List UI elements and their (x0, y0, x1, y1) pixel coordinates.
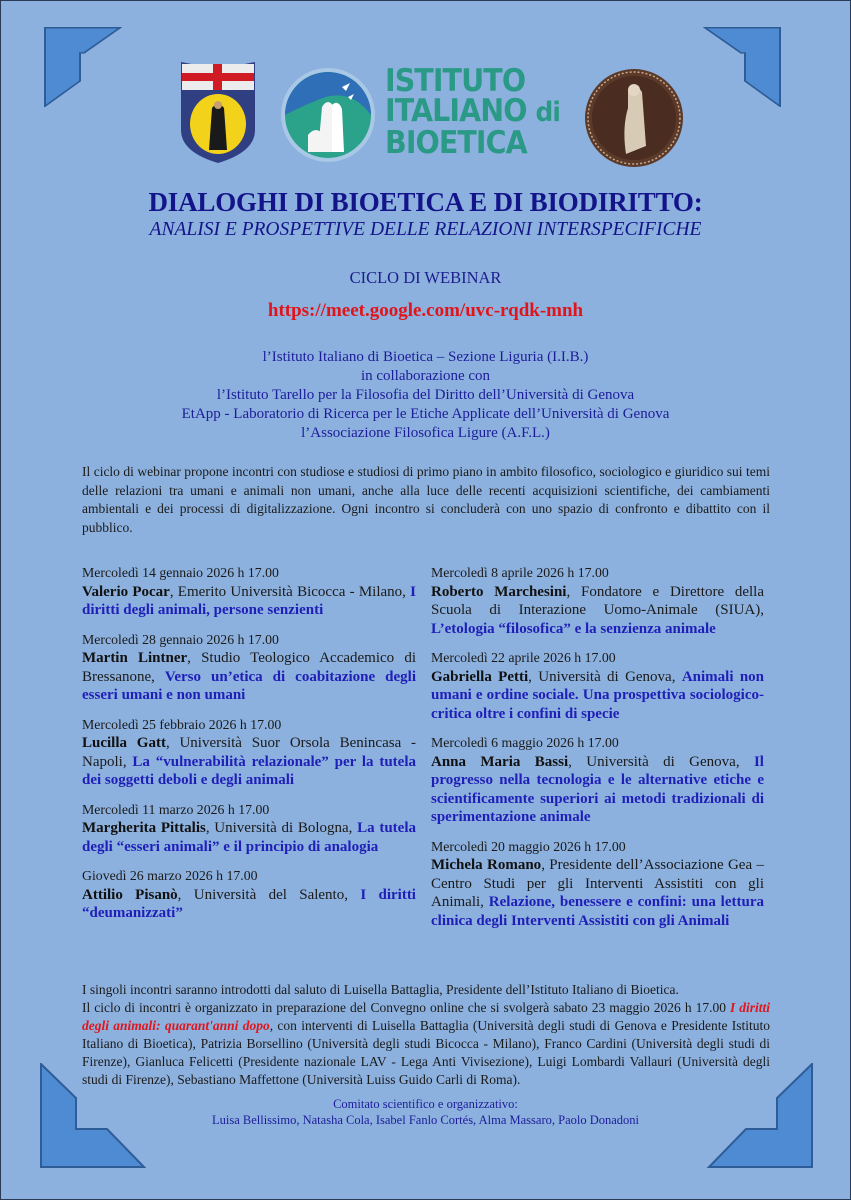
event-topic: Verso un’etica di coabitazione degli esseri umani e non umani (82, 668, 416, 703)
event-topic: Animali non umani e ordine sociale. Una prospettiva sociologico-critica oltre i confini di specie (431, 668, 765, 722)
committee-members: Luisa Bellissimo, Natasha Cola, Isabel Fanlo Cortés, Alma Massaro, Paolo Donadoni (211, 1113, 640, 1127)
event-speaker: Roberto Marchesini (431, 583, 567, 600)
event-affiliation: , Università di Bologna, (205, 820, 358, 836)
iib-emblem-icon (280, 67, 376, 168)
meeting-link[interactable]: https://meet.google.com/uvc-rqdk-mnh (267, 300, 584, 321)
event-date: Mercoledì 8 aprile 2026 h 17.00 (431, 565, 609, 580)
event-speaker: Gabriella Petti (431, 668, 529, 685)
iib-wordmark-di: di (535, 97, 561, 128)
page-title: DIALOGHI DI BIOETICA E DI BIODIRITTO: (148, 187, 703, 217)
event-affiliation: , Università del Salento, (177, 886, 361, 903)
afl-medallion-icon (584, 68, 684, 173)
event-speaker: Attilio Pisanò (82, 886, 178, 903)
event-affiliation: , Fondatore e Direttore della Scuola di Interazione Uomo-Animale (SIUA), (431, 583, 765, 618)
event-speaker: Margherita Pittalis (82, 820, 206, 836)
event-item (82, 867, 416, 923)
event-date: Mercoledì 6 maggio 2026 h 17.00 (431, 735, 619, 750)
event-topic: La tutela degli “esseri animali” e il principio di analogia (82, 820, 417, 855)
convegno-intro: Il ciclo di incontri è organizzato in preparazione del Convegno online che si svolgerà sabato 23 maggio 2026 h 17.00 (82, 1000, 730, 1015)
event-date: Mercoledì 28 gennaio 2026 h 17.00 (82, 631, 279, 647)
event-topic: La “vulnerabilità relazionale” per la tutela dei soggetti deboli e degli animali (82, 753, 416, 788)
genova-coat-of-arms-icon (179, 60, 257, 169)
event-item (82, 564, 416, 620)
event-item (82, 716, 416, 790)
page-subtitle: ANALISI E PROSPETTIVE DELLE RELAZIONI INTERSPECIFICHE (149, 219, 702, 240)
event-speaker: Valerio Pocar (82, 583, 170, 600)
organizer-line: l’Istituto Tarello per la Filosofia del Diritto dell’Università di Genova (216, 387, 635, 403)
event-affiliation: , Studio Teologico Accademico di Bressanone, (82, 650, 416, 685)
organizer-line: in collaborazione con (360, 368, 491, 384)
event-item (431, 734, 764, 827)
organizer-line: l’Istituto Italiano di Bioetica – Sezione Liguria (I.I.B.) (262, 349, 589, 365)
committee-label: Comitato scientifico e organizzativo: (333, 1097, 518, 1111)
event-topic: I diritti degli animali, persone senzienti (82, 583, 416, 618)
organizers-block (0, 348, 851, 443)
convegno-title: I diritti degli animali: quarant'anni dopo (82, 1000, 770, 1033)
event-date: Mercoledì 11 marzo 2026 h 17.00 (82, 801, 270, 817)
intro-paragraph: Il ciclo di webinar propone incontri con studiose e studiosi di primo piano in ambito filosofico, sociologico e giuridico sui temi delle relazioni tra umani e animali non umani, anche alla luce delle recenti acquisizioni scientifiche, dei cambiamenti ambientali e dei processi di digitalizzazione. Ogni incontro si concluderà con uno spazio di confronto e dibattito con il pubblico. (82, 464, 770, 535)
logos-row (0, 58, 851, 168)
event-speaker: Michela Romano (431, 857, 542, 873)
organizer-line: EtApp - Laboratorio di Ricerca per le Etiche Applicate dell’Università di Genova (181, 406, 670, 422)
greeting-line: I singoli incontri saranno introdotti dal saluto di Luisella Battaglia, Presidente dell’Istituto Italiano di Bioetica. (82, 982, 679, 997)
event-date: Mercoledì 14 gennaio 2026 h 17.00 (82, 565, 279, 580)
event-affiliation: , Emerito Università Bicocca - Milano, (169, 583, 411, 600)
event-topic: I diritti “deumanizzati” (82, 886, 416, 921)
event-speaker: Lucilla Gatt (82, 735, 166, 751)
iib-wordmark-italiano: ITALIANO (385, 93, 527, 129)
event-item (82, 631, 416, 705)
event-date: Mercoledì 20 maggio 2026 h 17.00 (431, 838, 626, 854)
events-column-left (82, 564, 416, 934)
event-item (431, 564, 764, 638)
event-speaker: Anna Maria Bassi (431, 753, 569, 770)
iib-wordmark-line-1: ISTITUTO (385, 63, 526, 99)
events-column-right (431, 564, 764, 941)
event-affiliation: , Università Suor Orsola Benincasa - Napoli, (82, 735, 416, 770)
event-item (82, 801, 416, 857)
iib-wordmark (385, 63, 561, 161)
event-affiliation: , Presidente dell’Associazione Gea – Centro Studi per gli Interventi Assistiti con gli Animali, (431, 857, 764, 910)
iib-wordmark-line-3: BIOETICA (385, 125, 527, 161)
closing-block (82, 981, 770, 1089)
event-affiliation: , Università di Genova, (568, 753, 754, 770)
event-topic: Il progresso nella tecnologia e le alternative etiche e scientificamente superiori ai metodi tradizionali di sperimentazione animale (431, 753, 764, 825)
event-date: Giovedì 26 marzo 2026 h 17.00 (82, 868, 258, 883)
committee-block (0, 1096, 851, 1128)
event-topic: L’etologia “filosofica” e la senzienza animale (431, 620, 716, 637)
convegno-paragraph (82, 999, 770, 1089)
event-affiliation: , Università di Genova, (528, 668, 682, 685)
organizer-line: l’Associazione Filosofica Ligure (A.F.L.) (301, 425, 550, 441)
event-speaker: Martin Lintner (82, 650, 188, 666)
event-date: Mercoledì 25 febbraio 2026 h 17.00 (82, 716, 282, 732)
event-item (431, 649, 764, 723)
event-topic: Relazione, benessere e confini: una lettura clinica degli Interventi Assistiti con gli Animali (431, 894, 765, 929)
event-item (431, 838, 764, 931)
event-date: Mercoledì 22 aprile 2026 h 17.00 (431, 650, 616, 665)
iib-wordmark-line-2 (385, 93, 561, 129)
series-label: CICLO DI WEBINAR (349, 268, 502, 287)
convegno-speakers: , con interventi di Luisella Battaglia (Università degli studi di Genova e Presidente Istituto Italiano di Bioetica), Patrizia Borsellino (Università degli studi Bicocca - Milano), Franco Cardini (Università degli studi di Firenze), Gianluca Felicetti (Presidente nazionale LAV - Lega Anti Vivisezione), Luigi Lombardi Vallauri (Università degli studi di Firenze), Sebastiano Maffettone (Università Luiss Guido Carli di Roma). (82, 1018, 770, 1087)
